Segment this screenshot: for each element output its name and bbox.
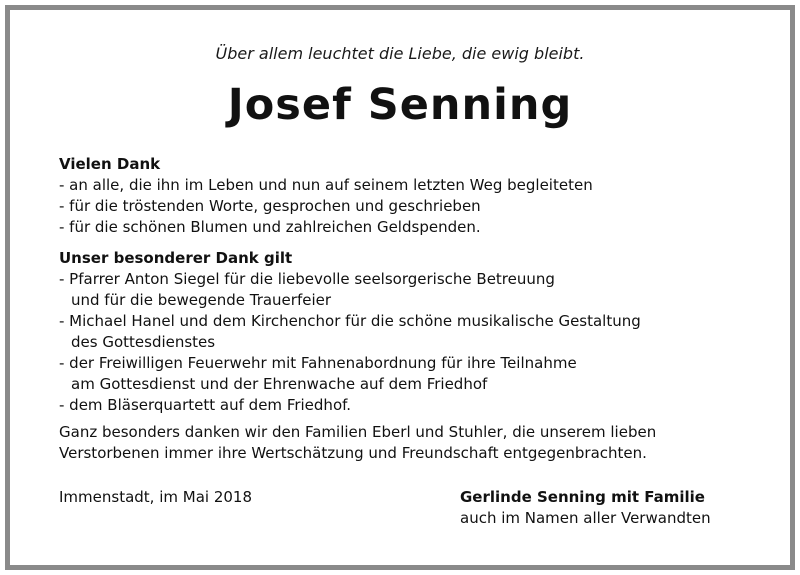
special-thanks-line: und für die bewegende Trauerfeier bbox=[71, 291, 332, 309]
special-thanks-section bbox=[59, 248, 641, 416]
special-thanks-line: am Gottesdienst und der Ehrenwache auf dem Friedhof bbox=[71, 375, 488, 393]
special-thanks-line: - dem Bläserquartett auf dem Friedhof. bbox=[59, 396, 352, 414]
special-thanks-line: - Pfarrer Anton Siegel für die liebevolle seelsorgerische Betreuung bbox=[59, 270, 555, 288]
thanks-heading: Vielen Dank bbox=[59, 155, 161, 173]
place-date: Immenstadt, im Mai 2018 bbox=[59, 488, 253, 506]
closing-paragraph bbox=[59, 422, 656, 464]
thanks-item: - für die tröstenden Worte, gesprochen und geschrieben bbox=[59, 197, 481, 215]
signature-subline: auch im Namen aller Verwandten bbox=[460, 509, 711, 527]
special-thanks-heading: Unser besonderer Dank gilt bbox=[59, 249, 293, 267]
motto-quote: Über allem leuchtet die Liebe, die ewig bleibt. bbox=[215, 44, 585, 63]
deceased-name: Josef Senning bbox=[227, 80, 573, 130]
special-thanks-line: - der Freiwilligen Feuerwehr mit Fahnenabordnung für ihre Teilnahme bbox=[59, 354, 577, 372]
thanks-section bbox=[59, 154, 593, 238]
closing-line: Ganz besonders danken wir den Familien Eberl und Stuhler, die unserem lieben bbox=[59, 423, 657, 441]
thanks-item: - an alle, die ihn im Leben und nun auf seinem letzten Weg begleiteten bbox=[59, 176, 593, 194]
closing-line: Verstorbenen immer ihre Wertschätzung und Freundschaft entgegenbrachten. bbox=[59, 444, 647, 462]
special-thanks-line: - Michael Hanel und dem Kirchenchor für die schöne musikalische Gestaltung bbox=[59, 312, 641, 330]
special-thanks-line: des Gottesdienstes bbox=[71, 333, 216, 351]
thanks-item: - für die schönen Blumen und zahlreichen Geldspenden. bbox=[59, 218, 481, 236]
signature-block bbox=[460, 487, 711, 529]
signature-name: Gerlinde Senning mit Familie bbox=[460, 488, 705, 506]
